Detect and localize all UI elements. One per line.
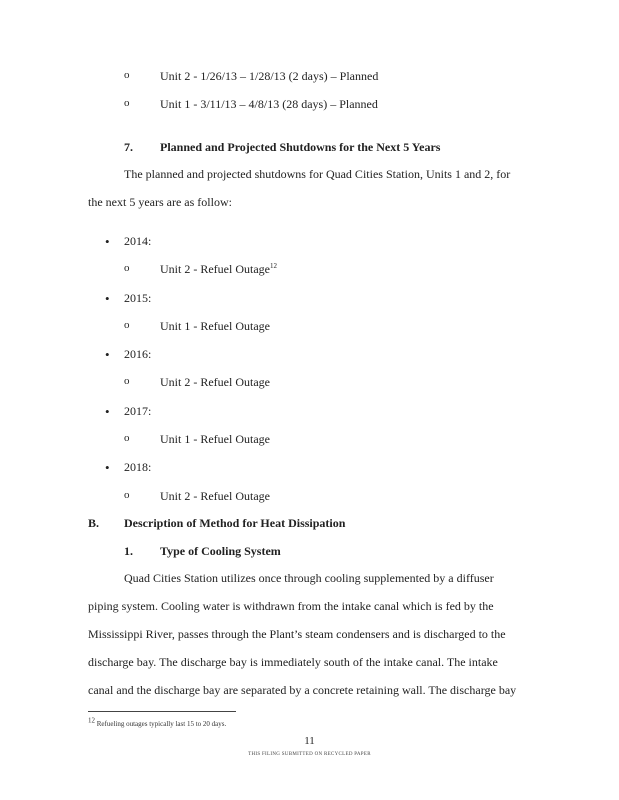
bullet-icon: • (105, 347, 110, 362)
footnote-number: 12 (88, 716, 95, 725)
body-line: Mississippi River, passes through the Plant’s steam condensers and is discharged to the (88, 627, 506, 641)
outage-item-text: Unit 1 - Refuel Outage (160, 432, 270, 446)
bullet-icon: • (105, 460, 110, 475)
year-label: 2017: (124, 404, 152, 418)
footnote (88, 716, 227, 728)
outage-item-text: Unit 2 - Refuel Outage (160, 262, 270, 276)
body-line: piping system. Cooling water is withdrawn from the intake canal which is fed by the (88, 599, 494, 613)
outage-item-text: Unit 1 - Refuel Outage (160, 319, 270, 333)
list-marker: o (124, 97, 130, 109)
bullet-icon: • (105, 404, 110, 419)
year-label: 2018: (124, 460, 152, 474)
list-marker: o (124, 69, 130, 81)
footnote-text: Refueling outages typically last 15 to 20 days. (96, 720, 227, 728)
bullet-icon: • (105, 291, 110, 306)
page-number: 11 (304, 735, 315, 747)
body-line: discharge bay. The discharge bay is immediately south of the intake canal. The intake (88, 655, 498, 669)
footnote-separator (88, 711, 236, 712)
body-line: Quad Cities Station utilizes once through cooling supplemented by a diffuser (124, 571, 494, 585)
section-7-paragraph-line: the next 5 years are as follow: (88, 195, 232, 209)
list-marker: o (124, 319, 130, 331)
section-b-letter: B. (88, 516, 100, 530)
body-line: canal and the discharge bay are separated by a concrete retaining wall. The discharge bay (88, 683, 517, 697)
year-label: 2015: (124, 291, 152, 305)
bullet-icon: • (105, 234, 110, 249)
outage-item-text: Unit 2 - Refuel Outage (160, 489, 270, 503)
outage-line-unit2-2013: Unit 2 - 1/26/13 – 1/28/13 (2 days) – Planned (160, 69, 379, 83)
footnote-ref: 12 (269, 262, 277, 270)
list-marker: o (124, 375, 130, 387)
outage-item-text: Unit 2 - Refuel Outage (160, 375, 270, 389)
list-marker: o (124, 489, 130, 501)
subsection-1-number: 1. (124, 544, 133, 558)
list-marker: o (124, 262, 130, 274)
year-label: 2016: (124, 347, 152, 361)
year-label: 2014: (124, 234, 152, 248)
recycled-paper-stamp: THIS FILING SUBMITTED ON RECYCLED PAPER (248, 752, 371, 757)
section-b-heading: Description of Method for Heat Dissipation (124, 516, 346, 530)
section-7-heading: Planned and Projected Shutdowns for the Next 5 Years (160, 140, 441, 154)
subsection-1-heading: Type of Cooling System (160, 544, 281, 558)
outage-item (160, 262, 277, 277)
list-marker: o (124, 432, 130, 444)
section-7-number: 7. (124, 140, 133, 154)
section-7-paragraph-line: The planned and projected shutdowns for Quad Cities Station, Units 1 and 2, for (124, 167, 511, 181)
outage-line-unit1-2013: Unit 1 - 3/11/13 – 4/8/13 (28 days) – Planned (160, 97, 378, 111)
